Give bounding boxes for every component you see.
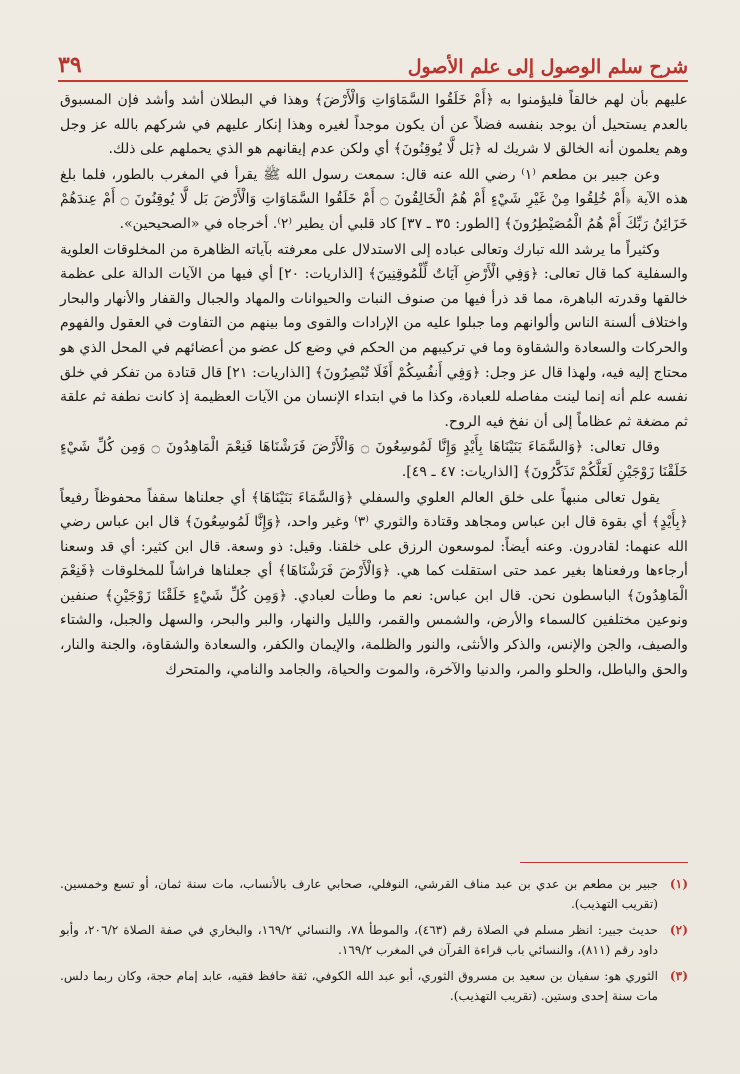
paragraph: وعن جبير بن مطعم ⁽١⁾ رضي الله عنه قال: سمعت رسول الله ﷺ يقرأ في المغرب بالطور، فلما بلغ هذه الآية ﴿أَمْ خُلِقُوا مِنْ غَيْرِ شَيْءٍ أَمْ هُمُ الْخَالِقُونَ ۝ أَمْ خَلَقُوا السَّمَاوَاتِ وَالْأَرْضَ بَل لَّا يُوقِنُونَ ۝ أَمْ عِندَهُمْ خَزَائِنُ رَبِّكَ أَمْ هُمُ الْمُصَيْطِرُونَ﴾ [الطور: ٣٥ ـ ٣٧] كاد قلبي أن يطير ⁽٢⁾. أخرجاه في «الصحيحين». (60, 166, 688, 232)
footnote (60, 874, 688, 914)
main-text (60, 88, 688, 683)
paragraph: وقال تعالى: ﴿وَالسَّمَاءَ بَنَيْنَاهَا بِأَيْدٍ وَإِنَّا لَمُوسِعُونَ ۝ وَالْأَرْضَ فَرَشْنَاهَا فَنِعْمَ الْمَاهِدُونَ ۝ وَمِن كُلِّ شَيْءٍ خَلَقْنَا زَوْجَيْنِ لَعَلَّكُمْ تَذَكَّرُونَ﴾ [الذاريات: ٤٧ ـ ٤٩]. (60, 439, 688, 480)
page-number: ٣٩ (58, 52, 82, 78)
footnote-divider (520, 862, 688, 863)
footnote (60, 920, 688, 960)
footnote-text: حديث جبير: انظر مسلم في الصلاة رقم (٤٦٣)، والموطأ ٧٨، والنسائي ١٦٩/٢، والبخاري في صفة الصلاة ٢٠٦/٢، وأبو داود رقم (٨١١)، والنسائي باب قراءة القرآن في المغرب ١٦٩/٢. (60, 923, 658, 957)
paragraph: عليهم بأن لهم خالقاً فليؤمنوا به ﴿أَمْ خَلَقُوا السَّمَاوَاتِ وَالْأَرْضَ﴾ وهذا في البطلان أشد وأشد فإن المسبوق بالعدم يستحيل أن يوجد بنفسه فضلاً عن أن يكون موجداً لغيره وهذا إنكار عليهم في شركهم بالله عز وجل وهم يعلمون أنه الخالق لا شريك له ﴿بَل لَّا يُوقِنُونَ﴾ أي ولكن عدم إيقانهم هو الذي يحملهم على ذلك. (60, 92, 688, 158)
running-title: شرح سلم الوصول إلى علم الأصول (407, 56, 688, 78)
footnote-number: (٣) (669, 969, 688, 983)
paragraph: وكثيراً ما يرشد الله تبارك وتعالى عباده إلى الاستدلال على معرفته بآياته الظاهرة من المخلوقات العلوية والسفلية كما قال تعالى: ﴿وَفِي الْأَرْضِ آيَاتٌ لِّلْمُوقِنِينَ﴾ [الذاريات: ٢٠] أي فيها من الآيات الدالة على عظمة خالقها وقدرته الباهرة، مما قد ذرأ فيها من صنوف النبات والحيوانات والمهاد والجبال والقفار والأنهار والبحار واختلاف ألسنة الناس وألوانهم وما جبلوا عليه من الإرادات والقوى وما بينهم من التفاوت في العقول والفهوم والحركات والسعادة والشقاوة وما في تركيبهم من الحكم في وضع كل عضو من أعضائهم في المحل الذي هو محتاج إليه فيه، ولهذا قال عز وجل: ﴿وَفِي أَنفُسِكُمْ أَفَلَا تُبْصِرُونَ﴾ [الذاريات: ٢١] قال قتادة من تفكر في خلق نفسه علم أنه إنما لينت مفاصله للعبادة، وكذا ما في ابتداء الإنسان من الآيات العظيمة إذ كانت نطفة ثم علقة ثم مضغة ثم عظاماً إلى أن نفخ فيه الروح. (60, 241, 688, 430)
footnote-text: جبير بن مطعم بن عدي بن عبد مناف القرشي، النوفلي، صحابي عارف بالأنساب، مات سنة ثمان، أو تسع وخمسين. (تقريب التهذيب). (60, 877, 658, 911)
page-header (58, 44, 688, 78)
header-divider (58, 80, 688, 82)
paragraph: يقول تعالى منبهاً على خلق العالم العلوي والسفلي ﴿وَالسَّمَاءَ بَنَيْنَاهَا﴾ أي جعلناها سقفاً محفوظاً رفيعاً ﴿بِأَيْدٍ﴾ أي بقوة قال ابن عباس ومجاهد وقتادة والثوري ⁽٣⁾ وغير واحد، ﴿وَإِنَّا لَمُوسِعُونَ﴾ قال ابن عباس رضي الله عنهما: لقادرون. وعنه أيضاً: لموسعون الرزق على خلقنا. وقيل: ذو وسعة. قال ابن كثير: أي قد وسعنا أرجاءها ورفعناها بغير عمد حتى استقلت كما هي. ﴿وَالْأَرْضَ فَرَشْنَاهَا﴾ أي جعلناها فراشاً للمخلوقات ﴿فَنِعْمَ الْمَاهِدُونَ﴾ الباسطون نحن. قال ابن عباس: نعم ما وطأت لعبادي. ﴿وَمِن كُلِّ شَيْءٍ خَلَقْنَا زَوْجَيْنِ﴾ صنفين ونوعين مختلفين كالسماء والأرض، والشمس والقمر، والليل والنهار، والبر والبحر، والسهل والجبل، والشتاء والصيف، والجن والإنس، والذكر والأنثى، والنور والظلمة، والإيمان والكفر، والسعادة والشقاوة، والجنة والنار، والحق والباطل، والحلو والمر، والدنيا والآخرة، والموت والحياة، والجامد والنامي، والمتحرك (60, 489, 688, 678)
footnote-number: (٢) (669, 923, 688, 937)
footnotes (60, 874, 688, 1012)
footnote (60, 966, 688, 1006)
footnote-text: الثوري هو: سفيان بن سعيد بن مسروق الثوري، أبو عبد الله الكوفي، ثقة حافظ فقيه، عابد إمام حجة، وكان ربما دلس. مات سنة إحدى وستين. (تقريب التهذيب). (60, 969, 658, 1003)
footnote-number: (١) (669, 877, 688, 891)
